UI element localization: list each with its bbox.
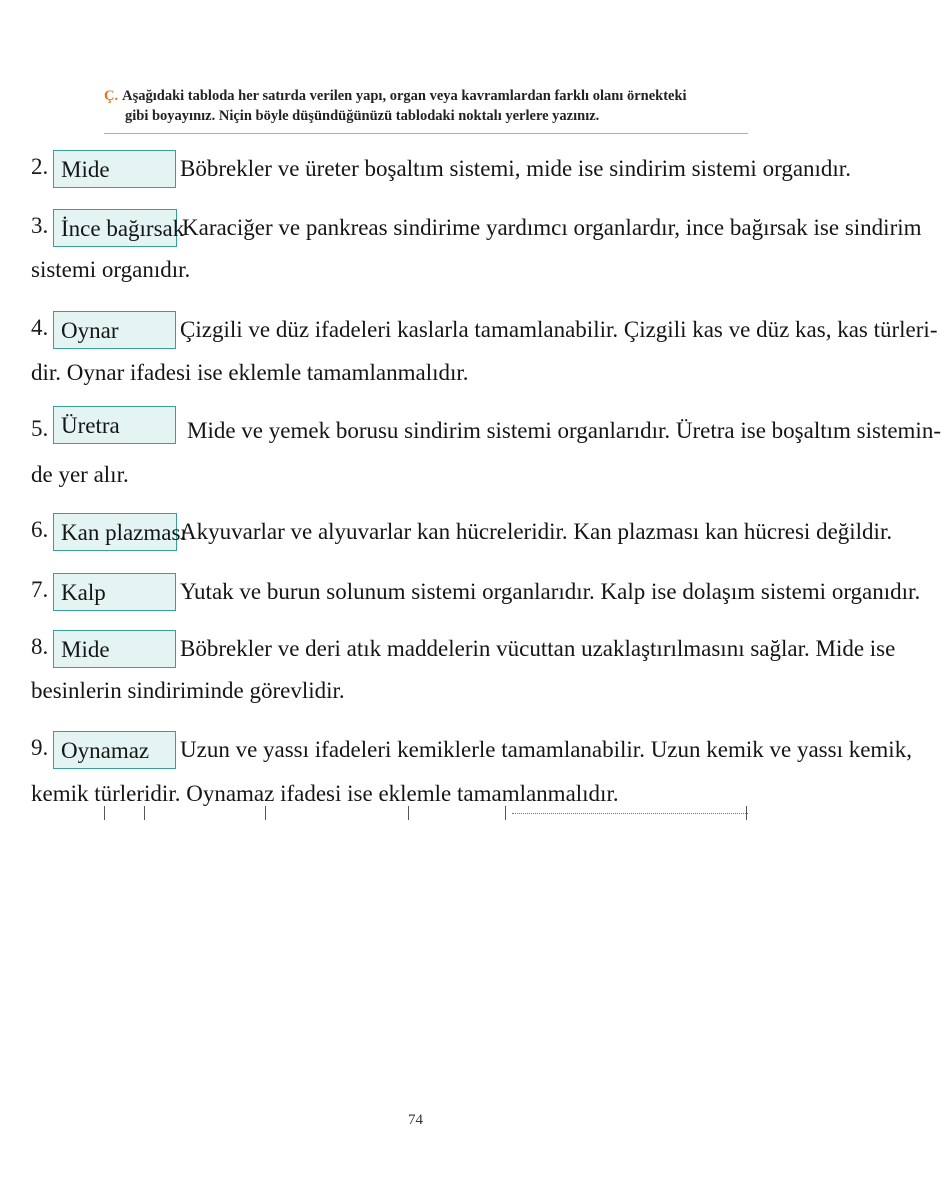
explanation-line-1: Mide ve yemek borusu sindirim sistemi organlarıdır. Üretra ise boşaltım sistemin- bbox=[187, 418, 941, 443]
explanation-line-1: Akyuvarlar ve alyuvarlar kan hücreleridir. Kan plazması kan hücresi değildir. bbox=[180, 519, 893, 544]
item-number: 8. bbox=[31, 634, 49, 659]
item-number: 5. bbox=[31, 416, 49, 441]
explanation-line-1: Uzun ve yassı ifadeleri kemiklerle tamamlanabilir. Uzun kemik ve yassı kemik, bbox=[180, 737, 912, 762]
dotted-answer-line bbox=[512, 813, 748, 814]
answer-box: Üretra bbox=[53, 406, 176, 444]
answer-box: Mide bbox=[53, 150, 176, 188]
explanation-line-2: sistemi organıdır. bbox=[31, 257, 191, 282]
instruction-text-1: Aşağıdaki tabloda her satırda verilen yapı, organ veya kavramlardan farklı olanı örnekteki bbox=[122, 88, 687, 104]
table-border bbox=[144, 806, 145, 820]
header-divider bbox=[104, 133, 748, 134]
answer-box: Oynamaz bbox=[53, 731, 176, 769]
explanation-line-1: Yutak ve burun solunum sistemi organlarıdır. Kalp ise dolaşım sistemi organıdır. bbox=[180, 579, 921, 604]
table-border bbox=[408, 806, 409, 820]
explanation-line-1: Böbrekler ve üreter boşaltım sistemi, mide ise sindirim sistemi organıdır. bbox=[180, 156, 851, 181]
item-number: 3. bbox=[31, 213, 49, 238]
table-remnant bbox=[100, 806, 750, 820]
item-number: 7. bbox=[31, 577, 49, 602]
explanation-line-2: besinlerin sindiriminde görevlidir. bbox=[31, 678, 345, 703]
answer-box: Oynar bbox=[53, 311, 176, 349]
instruction-line-2: gibi boyayınız. Niçin böyle düşündüğünüzü tablodaki noktalı yerlere yazınız. bbox=[125, 108, 600, 124]
item-number: 6. bbox=[31, 517, 49, 542]
explanation-line-1: Böbrekler ve deri atık maddelerin vücuttan uzaklaştırılmasını sağlar. Mide ise bbox=[180, 636, 896, 661]
explanation-line-1: Çizgili ve düz ifadeleri kaslarla tamamlanabilir. Çizgili kas ve düz kas, kas türleri- bbox=[180, 317, 938, 342]
item-number: 2. bbox=[31, 154, 49, 179]
instruction-line-1 bbox=[104, 86, 748, 106]
explanation-line-2: kemik türleridir. Oynamaz ifadesi ise eklemle tamamlanmalıdır. bbox=[31, 781, 619, 806]
instruction-header bbox=[104, 86, 748, 126]
explanation-line-1: Karaciğer ve pankreas sindirime yardımcı organlardır, ince bağırsak ise sindirim bbox=[182, 215, 922, 240]
explanation-line-2: de yer alır. bbox=[31, 462, 129, 487]
explanation-line-2: dir. Oynar ifadesi ise eklemle tamamlanmalıdır. bbox=[31, 360, 469, 385]
answer-box: Mide bbox=[53, 630, 176, 668]
page-number: 74 bbox=[408, 1112, 423, 1128]
answer-box: İnce bağırsak bbox=[53, 209, 177, 247]
table-border bbox=[505, 806, 506, 820]
table-border bbox=[104, 806, 105, 820]
answer-box: Kan plazması bbox=[53, 513, 177, 551]
table-border bbox=[265, 806, 266, 820]
item-number: 9. bbox=[31, 735, 49, 760]
item-number: 4. bbox=[31, 315, 49, 340]
section-letter: Ç. bbox=[104, 88, 119, 104]
answer-box: Kalp bbox=[53, 573, 176, 611]
